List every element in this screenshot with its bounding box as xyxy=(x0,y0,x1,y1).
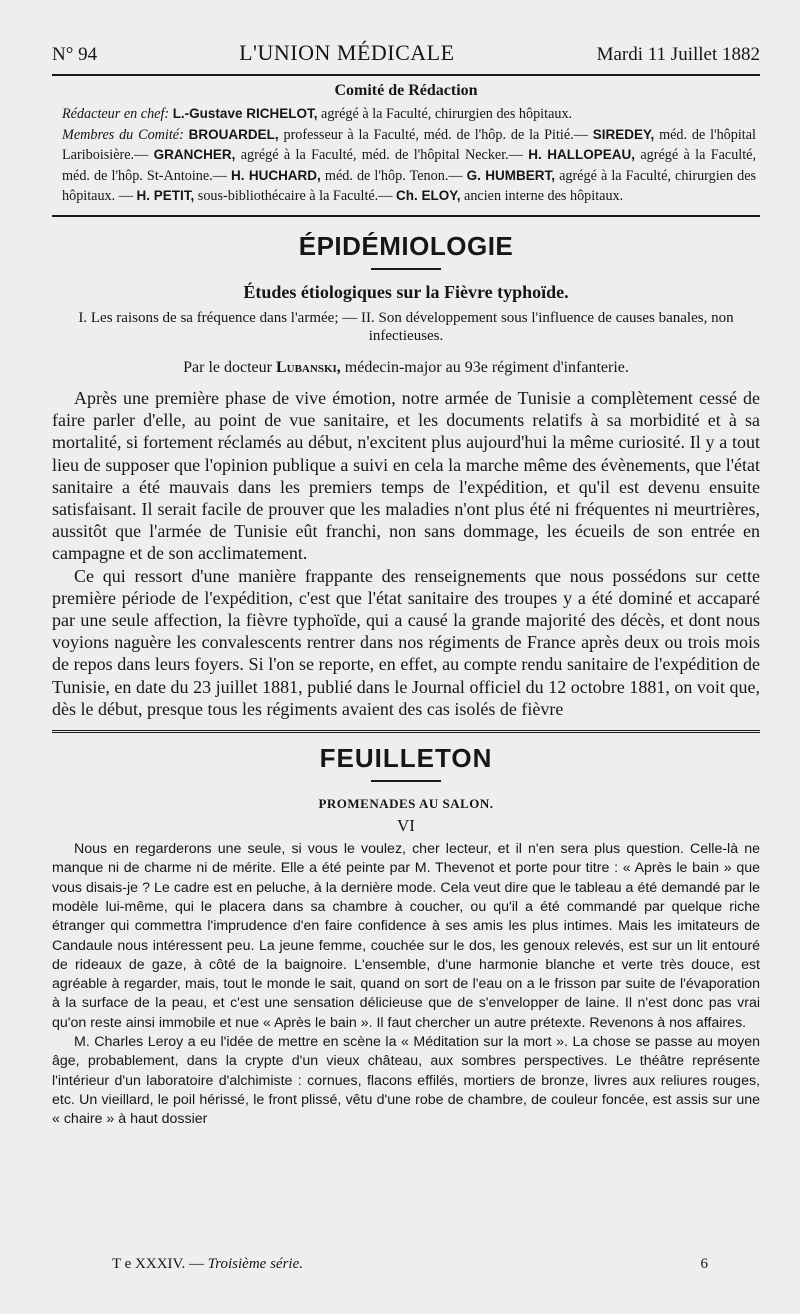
header-rule xyxy=(52,74,760,76)
member-desc: agrégé à la Faculté, chirurgien des hôpitaux. — xyxy=(62,167,757,205)
member-desc: agrégé à la Faculté, méd. de l'hôp. St-Antoine.— xyxy=(62,147,757,184)
member-desc: méd. de l'hôpital Lariboisière.— xyxy=(62,126,756,164)
member-name: H. HUCHARD, xyxy=(231,167,321,183)
member-desc: professeur à la Faculté, méd. de l'hôp. de la Pitié.— xyxy=(283,126,588,143)
member-desc: sous-bibliothécaire à la Faculté.— xyxy=(197,188,393,205)
article-author xyxy=(52,359,760,377)
journal-title: L'UNION MÉDICALE xyxy=(239,40,455,65)
volume-text: T e XXXIV. — xyxy=(112,1256,204,1272)
article-subtitle: Études étiologiques sur la Fièvre typhoïde. xyxy=(243,281,569,302)
comite-title: Comité de Rédaction xyxy=(334,82,478,99)
member-name: GRANCHER, xyxy=(153,147,236,163)
author-suffix: médecin-major au 93e régiment d'infanterie. xyxy=(344,358,629,376)
member-name: G. HUMBERT, xyxy=(466,167,555,183)
author-prefix: Par le docteur xyxy=(183,358,272,376)
membres-label: Membres du Comité: xyxy=(62,126,184,143)
redacteur-desc: agrégé à la Faculté, chirurgien des hôpitaux. xyxy=(321,106,573,122)
author-name: Lubanski, xyxy=(275,358,341,376)
member-name: SIREDEY, xyxy=(592,126,655,142)
member-name: H. HALLOPEAU, xyxy=(528,147,636,163)
paragraph: Ce qui ressort d'une manière frappante des renseignements que nous possédons sur cette première période de l'expédition, c'est que l'état sanitaire des troupes y a été dominé et accaparé par une seule affection, la fièvre typhoïde, qui a causé la grande majorité des décès, et dont nous voyions naguère les convalescents rentrer dans nos régiments de France après deux ou trois mois de repos dans leurs foyers. Si l'on se reporte, en effet, au compte rendu sanitaire de l'expédition de Tunisie, en date du 23 juillet 1881, publié dans le Journal officiel du 12 octobre 1881, on voit que, dès le début, presque tous les régiments avaient des cas isolés de fièvre xyxy=(52,565,760,719)
paragraph: Nous en regarderons une seule, si vous le voulez, cher lecteur, et il n'en sera plus question. Celle-là ne manque ni de charme ni de mérite. Elle a été peinte par M. Thevenot et porte pour titre : « Après le bain » que vous disais-je ? Le cadre est en peluche, à la dernière mode. Cela veut dire que le tableau a été demandé par le modèle lui-même, qui le placera dans sa chambre à coucher, ou qu'il a été commandé par quelque riche étranger qui commettra l'imprudence d'en faire confidence à ses amis les plus intimes. Mais les imitateurs de Candaule nous intéressent peu. La jeune femme, couchée sur le dos, les genoux relevés, est sur un lit entouré de rideaux de gaze, à côté de la baignoire. L'ensemble, d'une harmonie blanche et verte très douce, est agréable à regarder, mais, tout le monde le sait, quand on sort de l'eau on a le frisson par suite de l'évaporation à la surface de la peau, et c'est une sensation délicieuse que de s'envelopper de laine. Il n'est donc pas vrai qu'on reste ainsi immobile et nue « Après le bain ». Il faut chercher un autre prétexte. Revenons à nos affaires. xyxy=(52,841,760,1031)
article-body xyxy=(52,387,760,720)
redacteur-label: Rédacteur en chef: xyxy=(62,106,170,122)
issue-date: Mardi 11 Juillet 1882 xyxy=(596,44,760,65)
comite-rule xyxy=(52,215,760,217)
member-name: Ch. ELOY, xyxy=(395,188,461,204)
member-name: H. PETIT, xyxy=(136,188,195,204)
member-desc: ancien interne des hôpitaux. xyxy=(464,188,624,205)
section-title: ÉPIDÉMIOLOGIE xyxy=(298,230,514,261)
feuilleton-title-underline xyxy=(371,780,441,782)
issue-number: N° 94 xyxy=(52,44,98,65)
feuilleton-chapter: VI xyxy=(397,816,415,836)
member-desc: agrégé à la Faculté, méd. de l'hôpital Necker.— xyxy=(240,147,523,164)
paragraph: Après une première phase de vive émotion, notre armée de Tunisie a complètement cessé de faire parler d'elle, au point de vue sanitaire, et les documents relatifs à sa morbidité et à sa mortalité, si fortement réclamés au début, n'excitent plus aujourd'hui la même curiosité. Il y a tout lieu de supposer que l'opinion publique a suivi en cela la marche même des évènements, que l'état sanitaire a été mauvais dans les premiers temps de l'expédition, et qu'il est devenu ensuite satisfaisant. Il serait facile de prouver que les maladies n'ont plus été ni fréquentes ni meurtrières, aussitôt que l'armée de Tunisie eût franchi, non sans dommage, les écueils de son entrée en campagne et de son acclimatement. xyxy=(52,387,760,564)
feuilleton-body xyxy=(52,840,760,1129)
comite-list xyxy=(52,104,760,207)
page-header xyxy=(52,38,760,66)
member-desc: méd. de l'hôp. Tenon.— xyxy=(324,167,463,184)
footer-sheet: 6 xyxy=(700,1256,708,1272)
feuilleton-title: FEUILLETON xyxy=(319,743,493,774)
member-name: BROUARDEL, xyxy=(188,126,279,142)
paragraph: M. Charles Leroy a eu l'idée de mettre en scène la « Méditation sur la mort ». La chose se passe au moyen âge, probablement, dans la crypte d'un vieux château, aux sombres perspectives. Le théâtre représente l'intérieur d'un laboratoire d'alchimiste : cornues, flacons effilés, mortiers de bronze, livres aux reliures rouges, etc. Un vieillard, le poil hérissé, le front plissé, vêtu d'une robe de chambre, de couleur foncée, est assis sur une « chaire » à haut dossier xyxy=(52,1033,760,1128)
article-summary: I. Les raisons de sa fréquence dans l'armée; — II. Son développement sous l'influence de causes banales, non infectieuses. xyxy=(78,309,734,344)
section-title-underline xyxy=(371,268,441,270)
series-text: Troisième série. xyxy=(207,1256,303,1272)
footer-volume xyxy=(112,1256,303,1273)
feuilleton-rule xyxy=(52,730,760,733)
redacteur-name: L.-Gustave RICHELOT, xyxy=(172,106,318,121)
page-footer xyxy=(112,1256,708,1273)
feuilleton-series: PROMENADES AU SALON. xyxy=(318,796,494,812)
